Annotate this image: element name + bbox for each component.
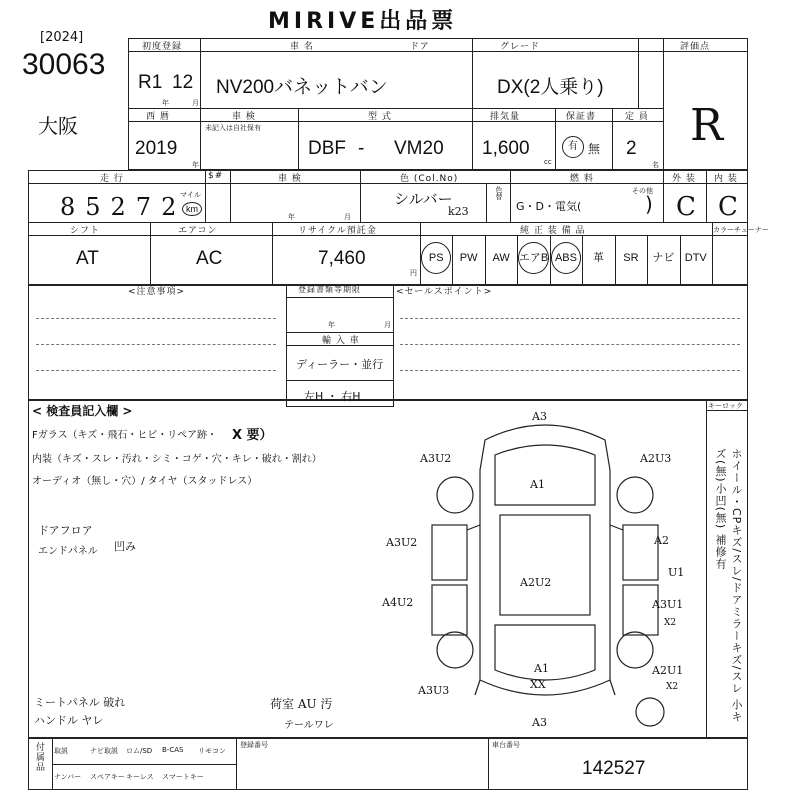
displacement-value: 1,600 xyxy=(482,138,530,159)
mark-xx: XX xyxy=(530,678,546,691)
interior-label: 内 装 xyxy=(714,174,738,184)
first-reg-era: R1 xyxy=(138,72,163,93)
inspection-label: 車 検 xyxy=(232,112,256,122)
dealer-parallel: ディーラー・並行 xyxy=(296,358,384,371)
displacement-unit: cc xyxy=(544,158,552,166)
inspector-label: < 検査員記入欄 > xyxy=(32,404,133,418)
equipment-divider xyxy=(452,235,453,285)
door-label: ドア xyxy=(410,42,430,52)
fuel-other-label: その他 xyxy=(632,187,653,195)
f-glass-line: Fガラス（キズ・飛石・ヒビ・リペア跡・ xyxy=(32,430,218,441)
import-label: 輸 入 車 xyxy=(322,336,360,346)
model-type-prefix: DBF xyxy=(308,138,346,159)
color-tuner-label: カラーチューナー xyxy=(713,226,769,234)
mark-a3u2-left: A3U2 xyxy=(386,536,418,549)
mark-a2u3: A2U3 xyxy=(640,452,672,465)
interior-grade: C xyxy=(718,192,738,222)
interior-check-line: 内装（キズ・スレ・汚れ・シミ・コゲ・穴・キレ・破れ・割れ） xyxy=(32,454,322,465)
mark-a3-top: A3 xyxy=(532,410,547,423)
equipment-divider xyxy=(680,235,681,285)
mark-x2-rear: X2 xyxy=(666,682,679,692)
equipment-4: ABS xyxy=(554,252,577,264)
accessory-item-accessory_items_row1-3: B-CAS xyxy=(162,746,184,754)
inspection2-label: 車 検 xyxy=(278,174,302,184)
hand-note-bottom2: ハンドル ヤレ xyxy=(34,714,104,727)
exterior-label: 外 装 xyxy=(672,174,696,184)
first-reg-month: 12 xyxy=(172,72,194,93)
mark-x2-right: X2 xyxy=(664,618,677,628)
grade-value: DX(2人乗り) xyxy=(497,77,604,98)
car-name-value: NV200バネットバン xyxy=(216,77,388,98)
capacity-value: 2 xyxy=(626,138,637,159)
accessory-item-accessory_items_row1-1: ナビ取説 xyxy=(90,747,118,755)
audio-tire-line: オーディオ（無し・穴）/ タイヤ（スタッドレス） xyxy=(32,476,258,487)
lhd-rhd: 左H ・ 右H xyxy=(304,390,361,403)
reg-deadline-label: 登録書類等期限 xyxy=(298,285,361,294)
inspection-sublabel: 未記入は自社保有 xyxy=(205,124,261,132)
warranty-label: 保証書 xyxy=(566,112,597,122)
equipment-1: PW xyxy=(459,252,478,264)
exterior-grade: C xyxy=(676,192,696,222)
grade-label: グレード xyxy=(500,42,541,52)
first-reg-year-unit: 年 xyxy=(162,99,169,107)
equipment-divider xyxy=(485,235,486,285)
accessory-item-accessory_items_row1-2: ロム/SD xyxy=(126,747,153,755)
sales-point-label: <セールスポイント> xyxy=(396,287,493,297)
fuel-close: ) xyxy=(645,192,653,216)
key-lock-label: キーロック xyxy=(708,402,743,410)
first-reg-label: 初度登録 xyxy=(142,42,183,52)
accessory-item-accessory_items_row2-3: スマートキー xyxy=(162,773,204,781)
model-year-label: 西 暦 xyxy=(146,112,170,122)
displacement-label: 排気量 xyxy=(490,112,521,122)
mark-a2u2-center: A2U2 xyxy=(520,576,552,589)
car-name-label: 車 名 xyxy=(290,42,314,52)
f-glass-required: X 要） xyxy=(232,428,273,443)
equipment-divider xyxy=(647,235,648,285)
first-reg-month-unit: 月 xyxy=(192,99,199,107)
model-type-dash: - xyxy=(358,138,365,159)
mark-a2u1: A2U1 xyxy=(652,664,684,677)
mileage-label: 走 行 xyxy=(100,174,124,184)
equipment-8: DTV xyxy=(684,252,707,264)
recycle-label: リサイクル預託金 xyxy=(298,226,377,236)
recycle-unit: 円 xyxy=(410,269,417,277)
mileage-unit-circled: km xyxy=(182,202,202,216)
mark-a1-roof: A1 xyxy=(530,478,545,491)
model-year-unit: 年 xyxy=(192,161,199,169)
equipment-6: SR xyxy=(623,252,639,264)
side-note: ホイール・CPキズ/スレ/ドアミラーキズ/スレ 小キズ(無)小凹(無) 補修有 xyxy=(714,448,743,723)
reg-deadline-year-unit: 年 xyxy=(328,321,335,329)
equipment-0: PS xyxy=(428,252,444,264)
region-label: 大阪 xyxy=(38,114,78,138)
mileage-unit-alt: マイル xyxy=(180,191,201,199)
mark-a3u3: A3U3 xyxy=(418,684,450,697)
recycle-value: 7,460 xyxy=(318,248,366,269)
hand-note-left3: 凹み xyxy=(114,540,136,553)
mark-u1-right: U1 xyxy=(668,566,685,579)
mark-a4u2: A4U2 xyxy=(382,596,414,609)
model-type-value: VM20 xyxy=(394,138,444,159)
reg-number-label: 登録番号 xyxy=(240,741,268,749)
serial-label: 車台番号 xyxy=(492,741,520,749)
equipment-circle-3 xyxy=(518,242,548,274)
equipment-3: エアB xyxy=(518,252,549,264)
hand-note-left1: ドアフロア xyxy=(38,524,93,537)
notes-label: <注意事項> xyxy=(128,287,186,297)
warranty-yes-circled: 有 xyxy=(562,136,584,158)
equipment-circle-4 xyxy=(551,242,581,274)
shift-value: AT xyxy=(76,248,99,269)
equipment-7: ナビ xyxy=(652,252,675,264)
mileage-value: 85272 xyxy=(60,193,187,221)
model-year-value: 2019 xyxy=(135,138,178,159)
meter-swap-label: $# xyxy=(208,171,224,181)
color-code: k23 xyxy=(448,205,469,218)
shift-label: シフト xyxy=(70,226,101,236)
hand-note-bottom1: ミートパネル 破れ xyxy=(34,696,126,709)
capacity-label: 定 員 xyxy=(625,112,649,122)
mark-a3u2-top: A3U2 xyxy=(420,452,452,465)
equipment-5: 革 xyxy=(592,252,604,264)
equipment-divider xyxy=(582,235,583,285)
mark-a3-bottom: A3 xyxy=(532,716,547,729)
accessory-item-accessory_items_row2-2: キーレス xyxy=(126,773,154,781)
model-type-label: 型 式 xyxy=(368,112,392,122)
inspection2-month-unit: 月 xyxy=(344,213,351,221)
color-value: シルバー xyxy=(394,190,453,208)
color-label: 色 (Col.No) xyxy=(400,174,459,184)
fuel-label: 燃 料 xyxy=(570,174,594,184)
hand-note-bottom3: 荷室 AU 汚 xyxy=(270,697,333,711)
accessory-item-accessory_items_row2-0: ナンバー xyxy=(54,773,82,781)
fuel-options: G・D・電気( xyxy=(516,200,582,213)
equipment-divider xyxy=(550,235,551,285)
hand-note-left2: エンドパネル xyxy=(38,546,98,557)
warranty-no: 無 xyxy=(588,142,601,156)
accessory-item-accessory_items_row1-0: 取説 xyxy=(54,747,68,755)
equipment-2: AW xyxy=(492,252,510,264)
rating-value: R xyxy=(690,100,724,151)
accessory-item-accessory_items_row2-1: スペアキー xyxy=(90,773,125,781)
aircon-label: エアコン xyxy=(178,226,218,236)
equipment-divider xyxy=(615,235,616,285)
accessories-label: 付属品 xyxy=(34,742,44,772)
accessory-item-accessory_items_row1-4: リモコン xyxy=(198,747,226,755)
color-side-label: 色替 xyxy=(495,186,503,200)
year-label: [2024] xyxy=(40,30,84,45)
mark-a3u1: A3U1 xyxy=(652,598,684,611)
rating-label: 評価点 xyxy=(680,42,711,52)
serial-value: 142527 xyxy=(582,758,646,779)
capacity-unit: 名 xyxy=(652,161,659,169)
mark-a1-rear: A1 xyxy=(534,662,549,675)
equipment-divider xyxy=(517,235,518,285)
mark-a2-right: A2 xyxy=(654,534,669,547)
inspection2-year-unit: 年 xyxy=(288,213,295,221)
equipment-label: 純 正 装 備 品 xyxy=(520,226,586,236)
form-title: MIRIVE出品票 xyxy=(268,9,458,34)
reg-deadline-month-unit: 月 xyxy=(384,321,391,329)
hand-note-bottom4: テールワレ xyxy=(284,720,334,731)
aircon-value: AC xyxy=(196,248,223,269)
lot-number: 30063 xyxy=(22,48,106,81)
